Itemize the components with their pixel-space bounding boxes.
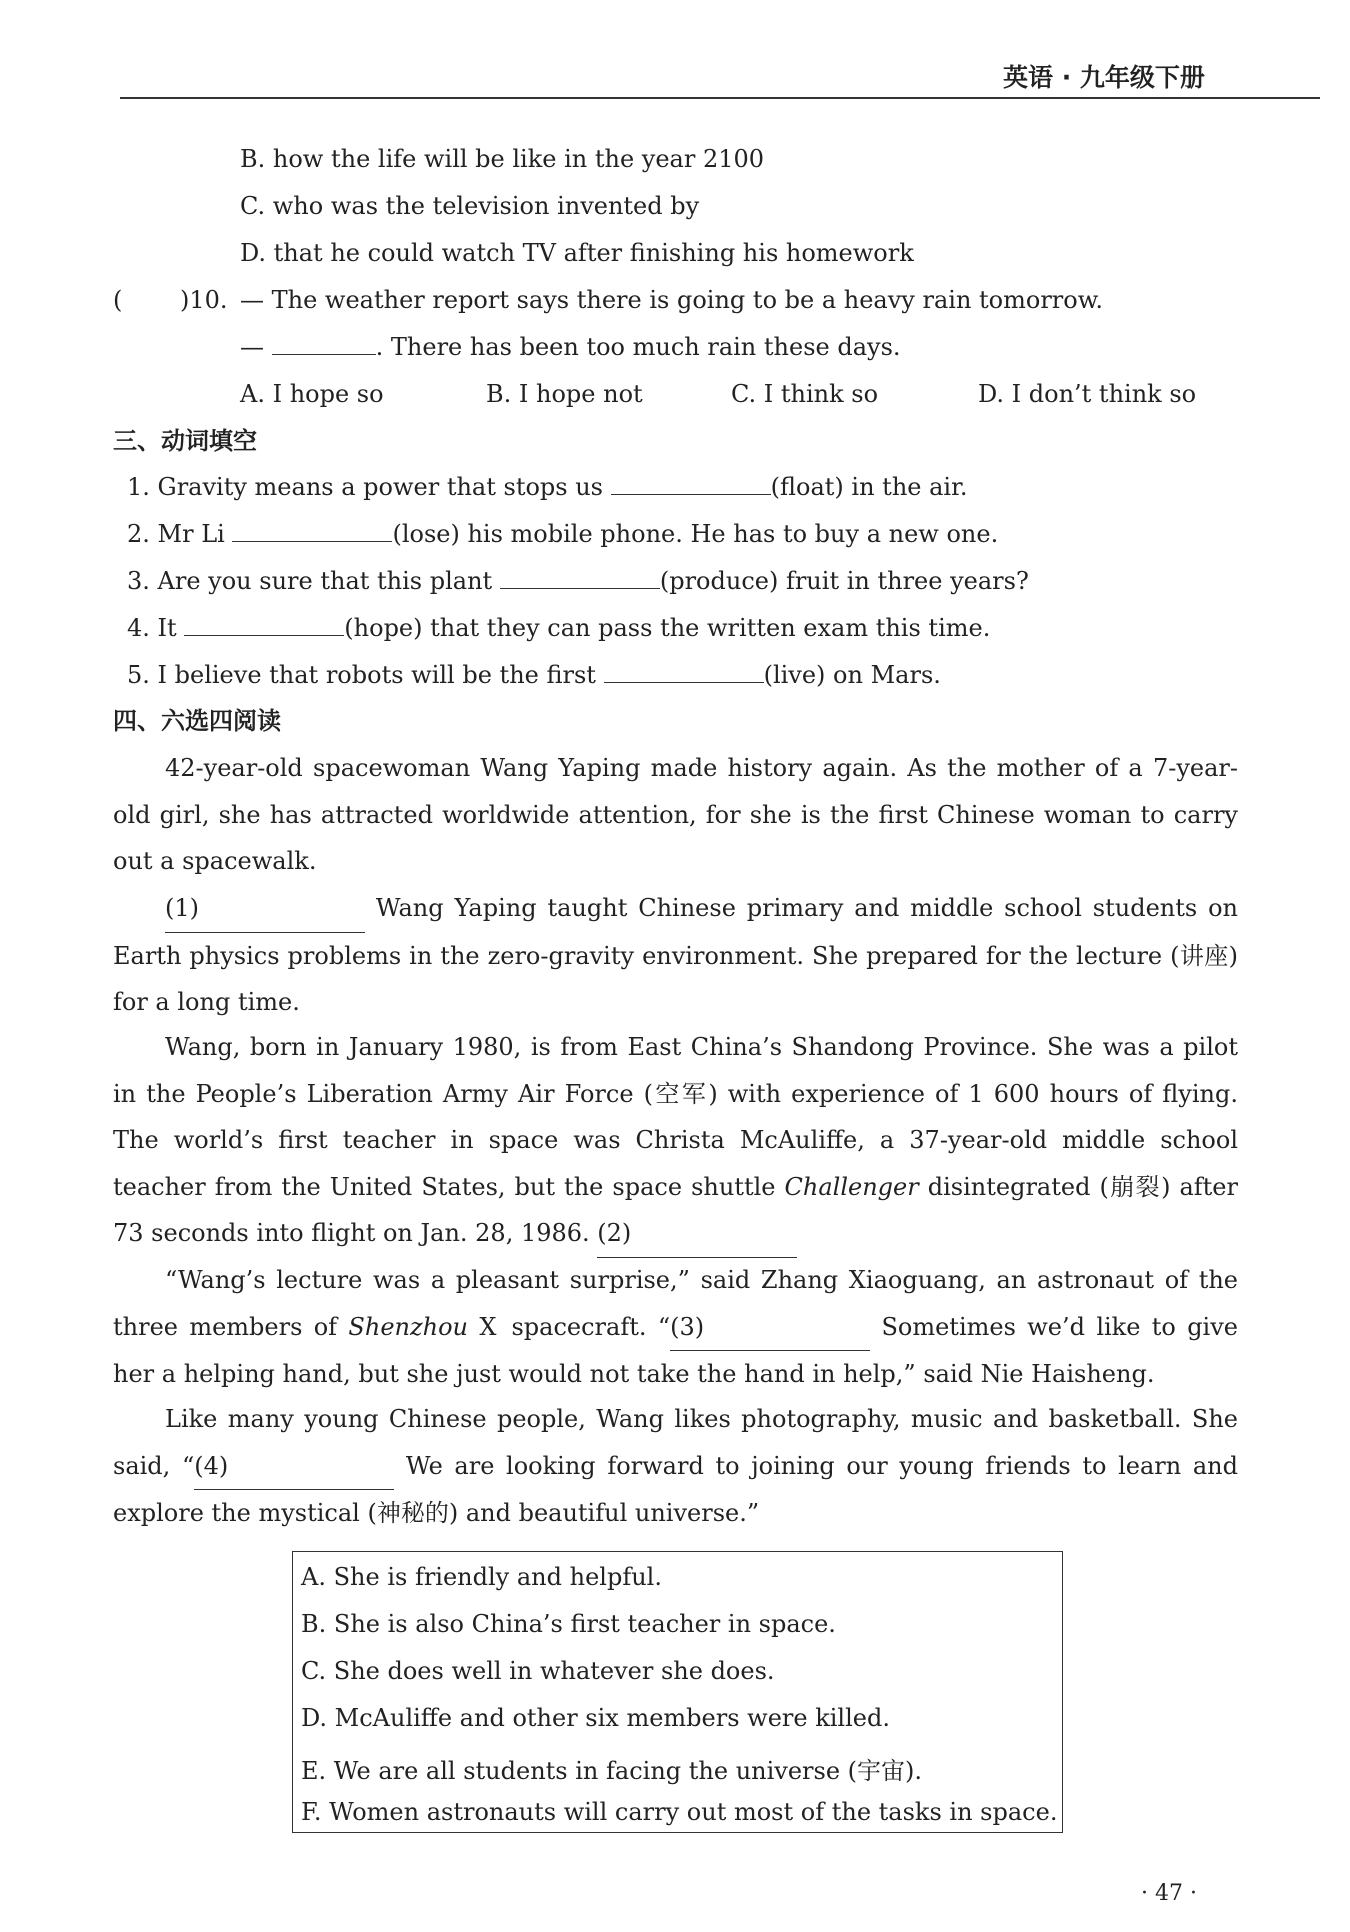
reading-paragraph-2-text: Wang Yaping taught Chinese primary and middle school students on Earth physics problems in the zero-gravity environment. She prepared for the lecture (讲座) for a long time. — [113, 894, 1238, 1016]
verb-item-4-blank[interactable] — [184, 613, 344, 636]
reading-paragraph-1-text: 42-year-old spacewoman Wang Yaping made history again. As the mother of a 7-year-old girl, she has attracted worldwide attention, for she is the first Chinese woman to carry out a spacewalk. — [113, 754, 1238, 875]
q10-option-b: B. I hope not — [486, 380, 643, 408]
verb-item-3-hint: (produce) fruit in three years? — [659, 567, 1029, 595]
reading-paragraph-4 — [113, 1257, 1238, 1398]
verb-item-1-blank[interactable] — [611, 472, 771, 495]
reading-blank-2[interactable]: (2) — [597, 1210, 797, 1258]
verb-item-5 — [127, 660, 941, 690]
reading-blank-1[interactable]: (1) — [165, 885, 365, 933]
verb-item-5-blank[interactable] — [604, 660, 764, 683]
reading-paragraph-3-text-b: disintegrated (崩裂) after 73 seconds into flight on Jan. 28, 1986. — [113, 1172, 1238, 1247]
verb-item-3-text: 3. Are you sure that this plant — [127, 567, 493, 595]
reading-paragraph-3-text-a: Wang, born in January 1980, is from East China’s Shandong Province. She was a pilot in the People’s Liberation Army Air Force (空军) with experience of 1 600 hours of flying. The world’s first teacher in space was Christa McAuliffe, a 37-year-old middle school teacher from the United States, but the space shuttle — [113, 1033, 1238, 1201]
verb-item-5-text: 5. I believe that robots will be the first — [127, 661, 596, 689]
choice-e: E. We are all students in facing the universe (宇宙). — [301, 1757, 923, 1785]
answer-choices-box — [292, 1551, 1063, 1833]
verb-item-5-hint: (live) on Mars. — [763, 661, 941, 689]
verb-item-3-blank[interactable] — [500, 566, 660, 589]
reading-paragraph-2 — [113, 885, 1238, 1026]
verb-item-2-text: 2. Mr Li — [127, 520, 225, 548]
reading-paragraph-5-text-b: We are looking forward to joining our young friends to learn and explore the mystical (神秘的) and beautiful universe.” — [113, 1451, 1238, 1527]
header-divider — [120, 97, 1320, 99]
reading-paragraph-4-text-a: “Wang’s lecture was a pleasant surprise,” said Zhang Xiaoguang, an astronaut of the three members of — [113, 1266, 1238, 1341]
choice-b: B. She is also China’s first teacher in space. — [301, 1610, 836, 1638]
q10-option-c: C. I think so — [731, 380, 879, 408]
q9-option-b: B. how the life will be like in the year 2100 — [240, 145, 765, 173]
reading-blank-3[interactable]: (3) — [670, 1304, 870, 1352]
spacecraft-name: Shenzhou — [348, 1312, 468, 1341]
section4-title: 四、六选四阅读 — [113, 707, 281, 735]
q10-answer-paren: ( — [113, 286, 123, 314]
q10-option-d: D. I don’t think so — [978, 380, 1197, 408]
reading-paragraph-5-text-a: Like many young Chinese people, Wang likes photography, music and basketball. She said, “ — [113, 1405, 1238, 1480]
verb-item-1-hint: (float) in the air. — [770, 473, 968, 501]
reading-paragraph-4-text-c: Sometimes we’d like to give her a helping hand, but she just would not take the hand in help,” said Nie Haisheng. — [113, 1312, 1238, 1388]
verb-item-1-text: 1. Gravity means a power that stops us — [127, 473, 603, 501]
choice-f: F. Women astronauts will carry out most of the tasks in space. — [301, 1798, 1058, 1826]
q10-prompt: — The weather report says there is going to be a heavy rain tomorrow. — [240, 286, 1104, 314]
q10-reply-rest: . There has been too much rain these days. — [375, 333, 901, 361]
choice-c: C. She does well in whatever she does. — [301, 1657, 775, 1685]
book-title-header: 英语 · 九年级下册 — [1003, 63, 1205, 92]
verb-item-2-blank[interactable] — [232, 519, 392, 542]
reading-blank-4[interactable]: (4) — [194, 1443, 394, 1491]
q10-blank[interactable] — [272, 332, 376, 355]
q9-option-d: D. that he could watch TV after finishing his homework — [240, 239, 914, 267]
reading-paragraph-4-text-b: Ⅹ spacecraft. “ — [468, 1312, 671, 1341]
verb-item-4 — [127, 613, 990, 643]
reading-paragraph-5 — [113, 1396, 1238, 1537]
shuttle-name: Challenger — [784, 1172, 919, 1201]
q10-reply-dash: — — [240, 333, 264, 361]
verb-item-2-hint: (lose) his mobile phone. He has to buy a new one. — [392, 520, 999, 548]
verb-item-2 — [127, 519, 998, 549]
reading-paragraph-3 — [113, 1024, 1238, 1258]
q9-option-c: C. who was the television invented by — [240, 192, 700, 220]
verb-item-1 — [127, 472, 968, 502]
choice-d: D. McAuliffe and other six members were killed. — [301, 1704, 890, 1732]
q10-number: )10. — [180, 286, 228, 314]
section3-title: 三、动词填空 — [113, 427, 257, 455]
reading-paragraph-1 — [113, 745, 1238, 885]
q10-reply — [240, 332, 901, 362]
verb-item-3 — [127, 566, 1029, 596]
verb-item-4-hint: (hope) that they can pass the written exam this time. — [344, 614, 991, 642]
q10-option-a: A. I hope so — [240, 380, 384, 408]
verb-item-4-text: 4. It — [127, 614, 177, 642]
choice-a: A. She is friendly and helpful. — [301, 1563, 662, 1591]
page-number: · 47 · — [1141, 1881, 1197, 1906]
